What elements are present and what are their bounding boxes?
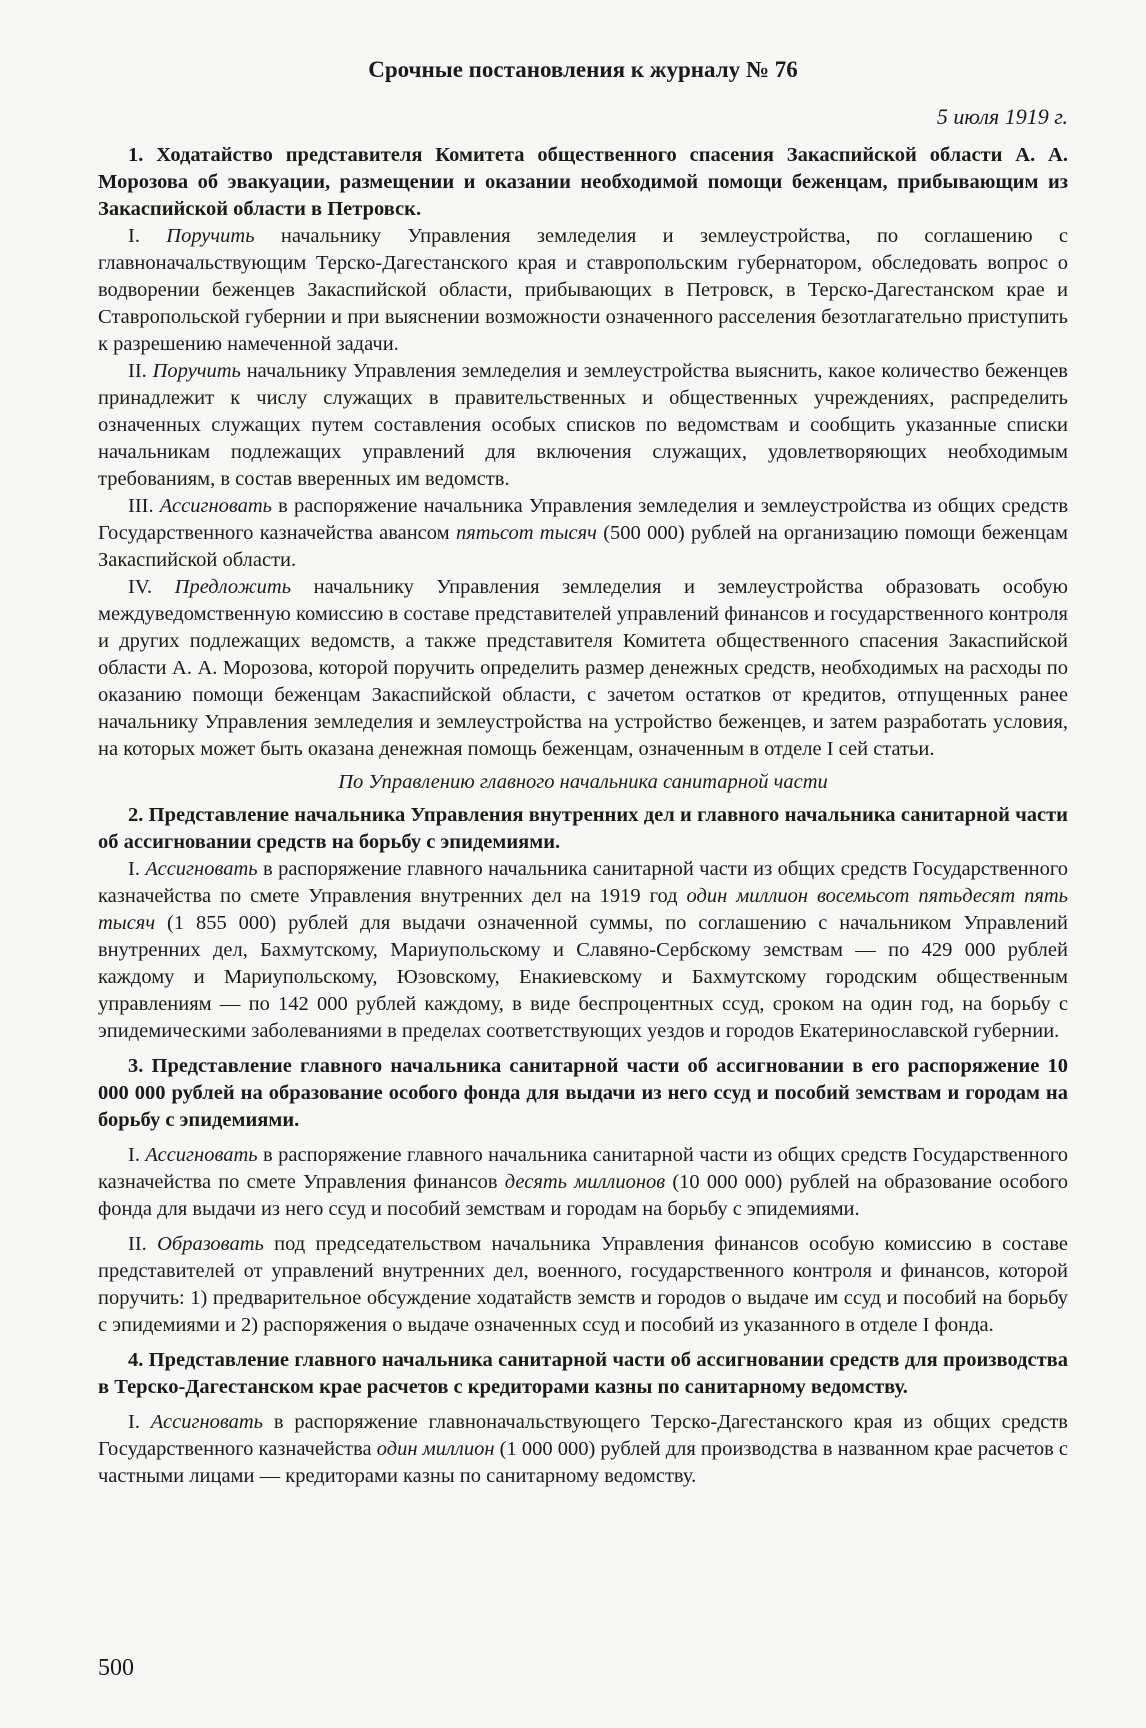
item-1-para-3: III. Ассигновать в распоряжение начальника Управления земледелия и землеустройства из общих средств Государственного казначейства авансом пятьсот тысяч (500 000) рублей на организацию помощи беженцам Закаспийской области. xyxy=(98,495,1068,571)
document-date: 5 июля 1919 г. xyxy=(936,104,1068,129)
item-1-para-1: I. Поручить начальнику Управления земледелия и землеустройства, по соглашению с главноначальствующим Терско-Дагестанского края и ставропольским губернатором, обследовать вопрос о водворении беженцев Закаспийской области, прибывающих в Петровск, в Терско-Дагестанском крае и Ставропольской губернии и при выяснении возможности означенного расселения безотлагательно приступить к разрешению намеченной задачи. xyxy=(98,225,1068,355)
item-1-heading: 1. Ходатайство представителя Комитета общественного спасения Закаспийской области А. А. Морозова об эвакуации, размещении и оказании необходимой помощи беженцам, прибывающим из Закаспийской области в Петровск. xyxy=(98,144,1068,220)
item-3-para-1: I. Ассигновать в распоряжение главного начальника санитарной части из общих средств Государственного казначейства по смете Управления финансов десять миллионов (10 000 000) рублей на образование особого фонда для выдачи из него ссуд и пособий земствам и городам на борьбу с эпидемиями. xyxy=(98,1144,1068,1220)
item-2-para-1: I. Ассигновать в распоряжение главного начальника санитарной части из общих средств Государственного казначейства по смете Управления внутренних дел на 1919 год один миллион восемьсот пятьдесят пять тысяч (1 855 000) рублей для выдачи означенной суммы, по соглашению с начальником Управлений внутренних дел, Бахмутскому, Мариупольскому и Славяно-Сербскому земствам — по 429 000 рублей каждому и Мариупольскому, Юзовскому, Енакиевскому и Бахмутскому городским общественным управлениям — по 142 000 рублей каждому, в виде беспроцентных ссуд, сроком на один год, на борьбу с эпидемическими заболеваниями в пределах соответствующих уездов и городов Екатеринославской губернии. xyxy=(98,858,1068,1042)
item-1-para-4: IV. Предложить начальнику Управления земледелия и землеустройства образовать особую междуведомственную комиссию в составе представителей управлений финансов и государственного контроля и других подлежащих ведомств, а также представителя Комитета общественного спасения Закаспийской области А. А. Морозова, которой поручить определить размер денежных средств, необходимых на расходы по оказанию помощи беженцам Закаспийской области, с зачетом остатков от кредитов, отпущенных ранее начальнику Управления земледелия и землеустройства на устройство беженцев, и затем разработать условия, на которых может быть оказана денежная помощь беженцам, означенным в отделе I сей статьи. xyxy=(98,576,1068,760)
item-4-para-1: I. Ассигновать в распоряжение главноначальствующего Терско-Дагестанского края из общих средств Государственного казначейства один миллион (1 000 000) рублей для производства в названном крае расчетов с частными лицами — кредиторами казны по санитарному ведомству. xyxy=(98,1411,1068,1487)
item-1-para-2: II. Поручить начальнику Управления земледелия и землеустройства выяснить, какое количество беженцев принадлежит к числу служащих в правительственных и общественных учреждениях, распределить означенных служащих путем составления особых списков по ведомствам и сообщить указанные списки начальникам подлежащих управлений для включения служащих, удовлетворяющих необходимым требованиям, в состав вверенных им ведомств. xyxy=(98,360,1068,490)
item-3-para-2: II. Образовать под председательством начальника Управления финансов особую комиссию в составе представителей от управлений внутренних дел, военного, государственного контроля и финансов, которой поручить: 1) предварительное обсуждение ходатайств земств и городов о выдаче им ссуд и пособий на борьбу с эпидемиями и 2) распоряжения о выдаче означенных ссуд и пособий из указанного в отделе I фонда. xyxy=(98,1233,1069,1336)
page-title: Срочные постановления к журналу № 76 xyxy=(368,57,798,82)
item-2-heading: 2. Представление начальника Управления внутренних дел и главного начальника санитарной части об ассигновании средств на борьбу с эпидемиями. xyxy=(98,804,1068,853)
page-number: 500 xyxy=(98,1655,134,1681)
item-3-heading: 3. Представление главного начальника санитарной части об ассигновании в его распоряжение 10 000 000 рублей на образование особого фонда для выдачи из него ссуд и пособий земствам и городам на борьбу с эпидемиями. xyxy=(98,1055,1068,1131)
item-4-heading: 4. Представление главного начальника санитарной части об ассигновании средств для производства в Терско-Дагестанском крае расчетов с кредиторами казны по санитарному ведомству. xyxy=(98,1349,1068,1398)
section-caption: По Управлению главного начальника санитарной части xyxy=(338,771,828,793)
